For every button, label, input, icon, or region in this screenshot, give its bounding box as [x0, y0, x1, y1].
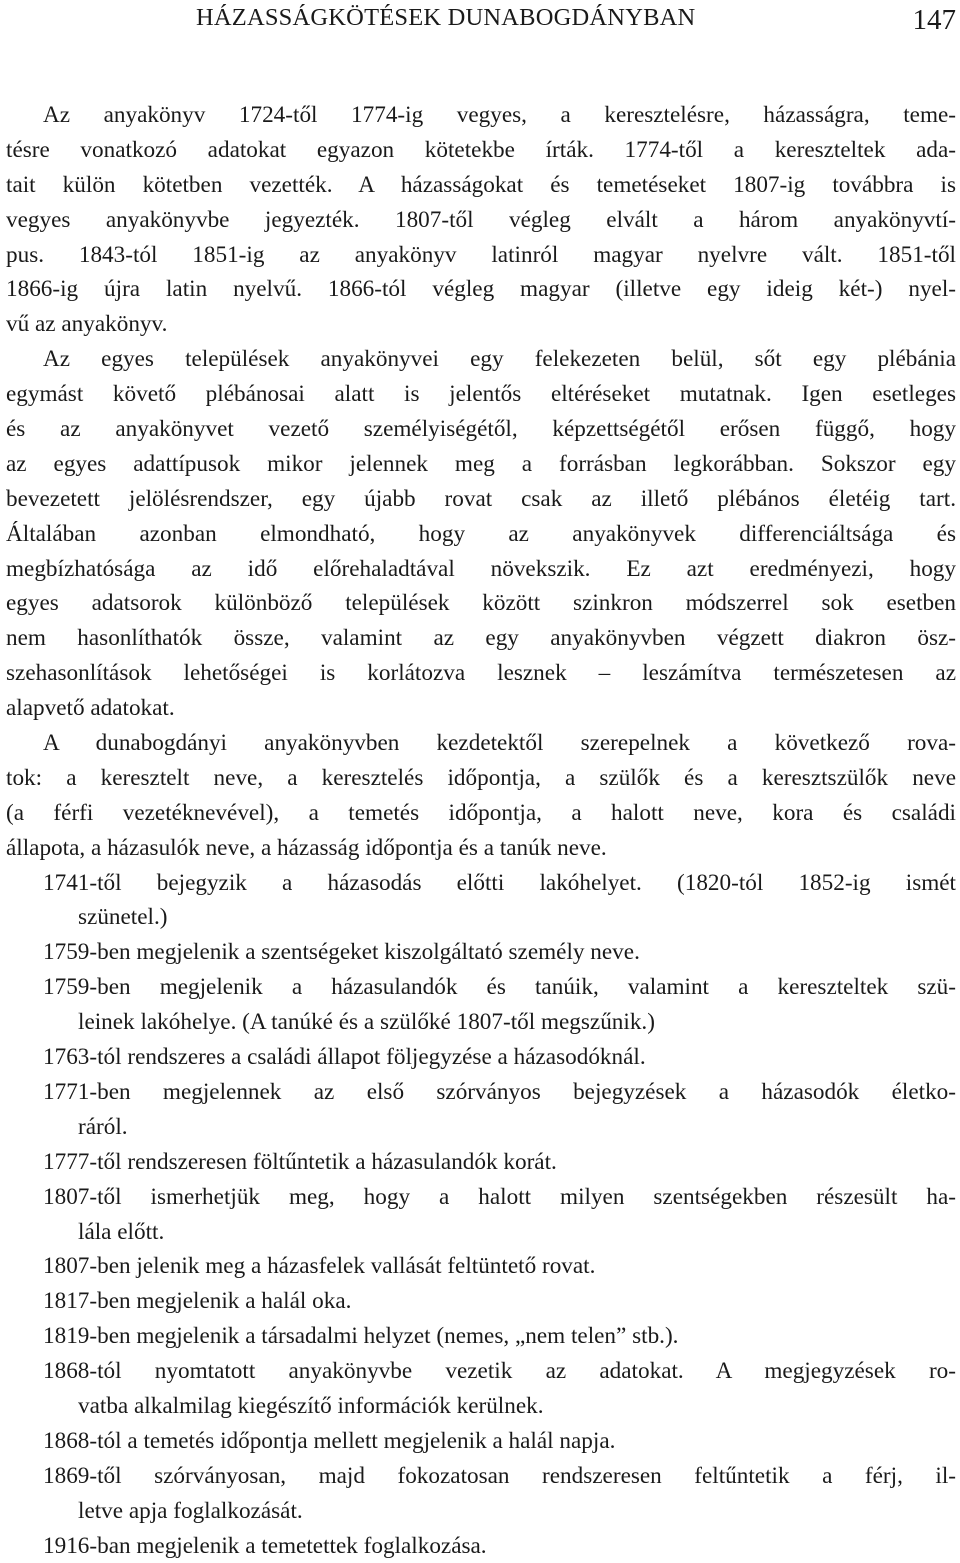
list-item-line: szünetel.) [78, 904, 168, 931]
list-item-line: lála előtt. [78, 1218, 165, 1245]
list-item-line: 1777-től rendszeresen föltűntetik a házasulandók korát. [43, 1148, 557, 1175]
list-item-line: 1869-től szórványosan, majd fokozatosan rendszeresen feltűntetik a férj, il- [43, 1462, 956, 1489]
running-title: HÁZASSÁGKÖTÉSEK DUNABOGDÁNYBAN [196, 4, 696, 31]
list-item-line: 1771-ben megjelennek az első szórványos bejegyzések a házasodók életko- [43, 1078, 956, 1105]
text-line: vű az anyakönyv. [6, 311, 168, 338]
text-line: egymást követő plébánosai alatt is jelentős eltéréseket mutatnak. Igen esetleges [6, 381, 956, 408]
list-item-line: 1759-ben megjelenik a házasulandók és tanúik, valamint a kereszteltek szü- [43, 974, 956, 1001]
list-item-line: 1868-tól nyomtatott anyakönyvbe vezetik az adatokat. A megjegyzések ro- [43, 1358, 956, 1385]
text-line: egyes adatsorok különböző települések között szinkron módszerrel sok esetben [6, 590, 956, 617]
list-item-line: letve apja foglalkozását. [78, 1497, 303, 1524]
list-item-line: 1741-től bejegyzik a házasodás előtti lakóhelyet. (1820-tól 1852-ig ismét [43, 869, 956, 896]
text-line: az egyes adattípusok mikor jelennek meg a forrásban legkorábban. Sokszor egy [6, 450, 956, 477]
text-line: Az anyakönyv 1724-től 1774-ig vegyes, a keresztelésre, házasságra, teme- [43, 102, 956, 128]
list-item-line: 1759-ben megjelenik a szentségeket kiszolgáltató személy neve. [43, 939, 640, 966]
list-item-line: leinek lakóhelye. (A tanúké és a szülőké 1807-től megszűnik.) [78, 1009, 655, 1036]
list-item-line: 1807-től ismerhetjük meg, hogy a halott milyen szentségekben részesült ha- [43, 1183, 956, 1210]
list-item-line: 1868-tól a temetés időpontja mellett megjelenik a halál napja. [43, 1427, 616, 1454]
text-line: állapota, a házasulók neve, a házasság időpontja és a tanúk neve. [6, 834, 607, 861]
text-line: bevezetett jelölésrendszer, egy újabb rovat csak az illető plébános életéig tart. [6, 485, 956, 512]
body-text [6, 98, 956, 1563]
text-line: 1866-ig újra latin nyelvű. 1866-tól végleg magyar (illetve egy ideig két-) nyel- [6, 276, 956, 303]
list-item-line: 1916-ban megjelenik a temetettek foglalkozása. [43, 1532, 487, 1559]
list-item-line: 1817-ben megjelenik a halál oka. [43, 1288, 352, 1315]
text-line: alapvető adatokat. [6, 695, 175, 722]
text-line: Az egyes települések anyakönyvei egy felekezeten belül, sőt egy plébánia [43, 346, 956, 373]
text-line: A dunabogdányi anyakönyvben kezdetektől szerepelnek a következő rova- [43, 730, 956, 757]
list-item-line: 1763-tól rendszeres a családi állapot följegyzése a házasodóknál. [43, 1044, 646, 1071]
text-line: pus. 1843-tól 1851-ig az anyakönyv latinról magyar nyelvre vált. 1851-től [6, 241, 956, 268]
list-item-line: ráról. [78, 1113, 128, 1140]
text-line: megbízhatósága az idő előrehaladtával növekszik. Ez azt eredményezi, hogy [6, 555, 956, 582]
text-line: nem hasonlíthatók össze, valamint az egy anyakönyvben végzett diakron ösz- [6, 625, 956, 652]
text-line: Általában azonban elmondható, hogy az anyakönyvek differenciáltsága és [6, 520, 956, 547]
page-header [0, 0, 960, 60]
text-line: és az anyakönyvet vezető személyiségétől, képzettségétől erősen függő, hogy [6, 416, 956, 443]
text-line: tait külön kötetben vezették. A házasságokat és temetéseket 1807-ig továbbra is [6, 171, 956, 198]
list-item-line: 1807-ben jelenik meg a házasfelek vallását feltüntető rovat. [43, 1253, 596, 1280]
text-line: tok: a keresztelt neve, a keresztelés időpontja, a szülők és a keresztszülők neve [6, 764, 956, 791]
list-item-line: 1819-ben megjelenik a társadalmi helyzet (nemes, „nem telen” stb.). [43, 1323, 679, 1350]
list-item-line: vatba alkalmilag kiegészítő információk kerülnek. [78, 1392, 544, 1419]
text-line: vegyes anyakönyvbe jegyezték. 1807-től végleg elvált a három anyakönyvtí- [6, 206, 956, 233]
page-number: 147 [912, 4, 956, 36]
text-line: tésre vonatkozó adatokat egyazon kötetekbe írták. 1774-től a kereszteltek ada- [6, 136, 956, 163]
text-line: szehasonlítások lehetőségei is korlátozva lesznek – leszámítva természetesen az [6, 660, 956, 687]
text-line: (a férfi vezetéknevével), a temetés időpontja, a halott neve, kora és családi [6, 799, 956, 826]
